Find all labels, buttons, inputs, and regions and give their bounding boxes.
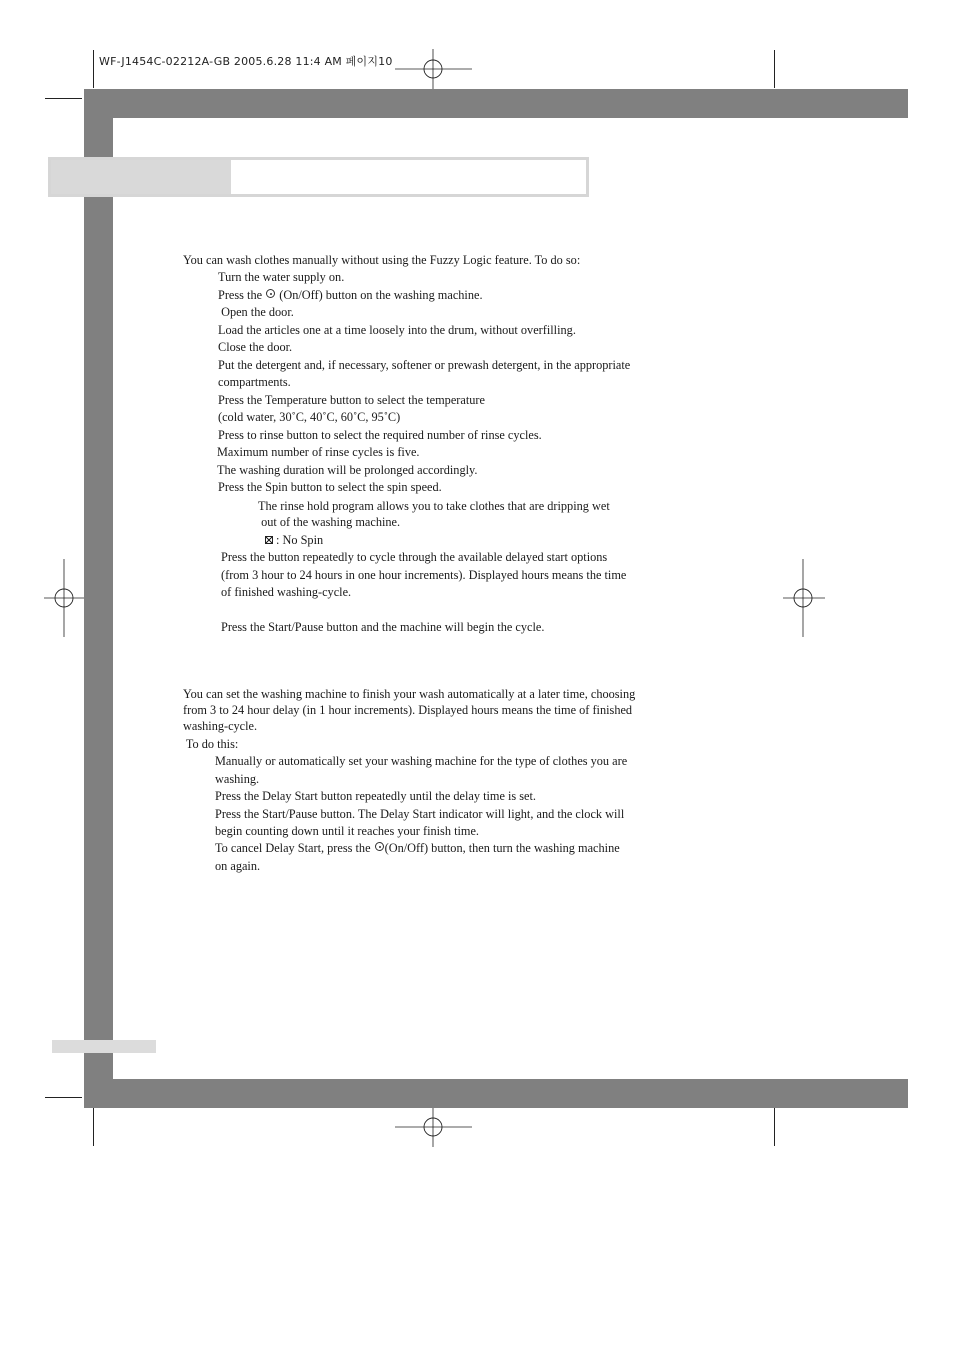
delay-step-1b: washing. (215, 772, 260, 786)
delay-step-1a: Manually or automatically set your washing machine for the type of clothes you are (215, 754, 628, 768)
manual-step-8b: Maximum number of rinse cycles is five. (217, 445, 420, 459)
manual-step-2-after: (On/Off) button on the washing machine. (279, 288, 483, 302)
section-title-tab (51, 160, 231, 194)
manual-step-7b: (cold water, 30˚C, 40˚C, 60˚C, 95˚C) (218, 410, 401, 424)
delay-intro-c: washing-cycle. (183, 719, 258, 733)
delay-step-4b: on again. (215, 859, 261, 873)
crop-mark (93, 50, 94, 88)
manual-step-9-note-a: The rinse hold program allows you to take clothes that are dripping wet (258, 499, 610, 513)
manual-step-11: Press the Start/Pause button and the machine will begin the cycle. (221, 620, 545, 634)
manual-step-7a: Press the Temperature button to select the temperature (218, 393, 485, 407)
power-icon (375, 842, 384, 851)
frame-top-bar (84, 89, 908, 118)
registration-mark-icon (395, 49, 473, 89)
crop-mark (93, 1108, 94, 1146)
power-icon (266, 289, 275, 298)
manual-step-2-before: Press the (218, 288, 263, 302)
delay-step-3b: begin counting down until it reaches your finish time. (215, 824, 479, 838)
section-title-box (48, 157, 589, 197)
manual-step-9-note-b: out of the washing machine. (258, 515, 401, 529)
crop-mark (45, 98, 82, 99)
manual-step-1: Turn the water supply on. (218, 270, 345, 284)
registration-mark-icon (44, 559, 86, 637)
crop-mark (774, 50, 775, 88)
delay-todo: To do this: (183, 737, 239, 751)
manual-step-9-nospin (265, 532, 323, 549)
registration-mark-icon (783, 559, 825, 637)
frame-bottom-bar (84, 1079, 908, 1108)
manual-intro: You can wash clothes manually without using the Fuzzy Logic feature. To do so: (183, 253, 581, 267)
delay-step-2: Press the Delay Start button repeatedly until the delay time is set. (215, 789, 537, 803)
manual-step-5: Close the door. (218, 340, 293, 354)
manual-step-10a: Press the button repeatedly to cycle through the available delayed start options (221, 550, 608, 564)
manual-step-2 (218, 287, 483, 304)
print-header: WF-J1454C-02212A-GB 2005.6.28 11:4 AM 페이지10 (99, 55, 393, 68)
no-spin-label: : No Spin (276, 533, 324, 547)
delay-intro-a: You can set the washing machine to finish your wash automatically at a later time, choosing (183, 687, 636, 701)
delay-step-4a (215, 840, 620, 857)
manual-step-4: Load the articles one at a time loosely into the drum, without overfilling. (218, 323, 576, 337)
no-spin-icon (265, 536, 273, 544)
crop-mark (45, 1097, 82, 1098)
manual-step-8c: The washing duration will be prolonged accordingly. (217, 463, 478, 477)
manual-step-9: Press the Spin button to select the spin speed. (218, 480, 442, 494)
manual-step-6b: compartments. (218, 375, 291, 389)
page-number-tab (52, 1040, 156, 1053)
manual-step-10c: of finished washing-cycle. (221, 585, 352, 599)
delay-step-4a-before: To cancel Delay Start, press the (215, 841, 374, 855)
registration-mark-icon (395, 1107, 473, 1147)
manual-step-8a: Press to rinse button to select the required number of rinse cycles. (218, 428, 542, 442)
delay-step-4a-after: (On/Off) button, then turn the washing machine (384, 841, 620, 855)
crop-mark (774, 1108, 775, 1146)
manual-step-10b: (from 3 hour to 24 hours in one hour increments). Displayed hours means the time (221, 568, 627, 582)
manual-step-3: Open the door. (218, 305, 294, 319)
delay-step-3a: Press the Start/Pause button. The Delay Start indicator will light, and the clock will (215, 807, 625, 821)
manual-step-6a: Put the detergent and, if necessary, softener or prewash detergent, in the appropriate (218, 358, 631, 372)
frame-left-bar (84, 89, 113, 1108)
delay-intro-b: from 3 to 24 hour delay (in 1 hour increments). Displayed hours means the time of finished (183, 703, 633, 717)
